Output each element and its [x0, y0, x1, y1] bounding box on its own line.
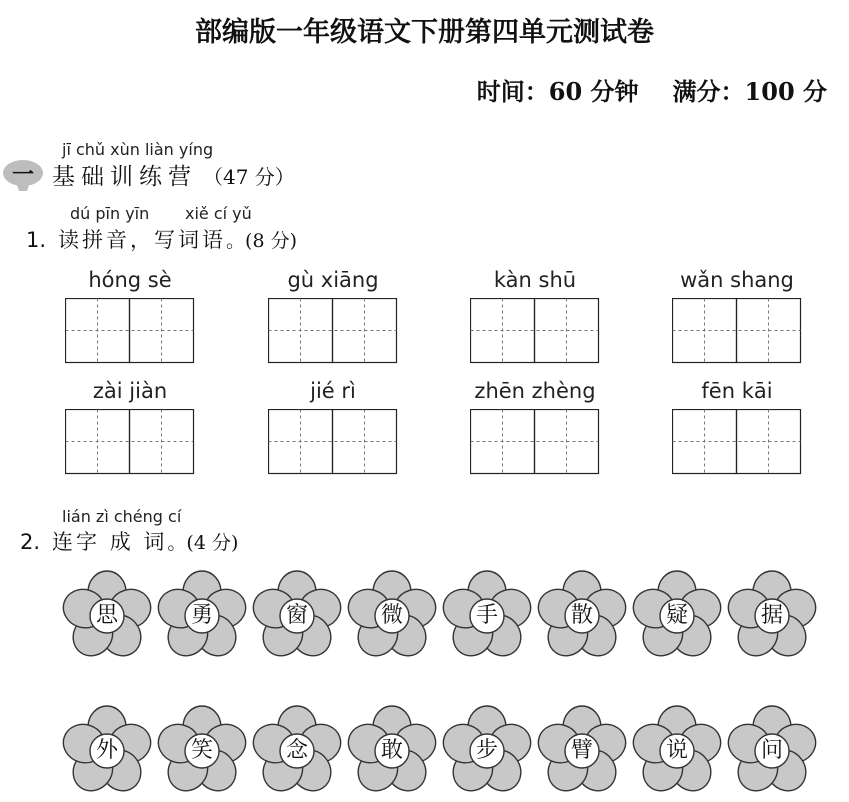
- flower-character: 窗: [285, 603, 308, 628]
- flower-card[interactable]: [537, 570, 627, 662]
- q2-heading: [20, 526, 238, 556]
- flower-card[interactable]: [347, 570, 437, 662]
- flower-character: 散: [570, 603, 593, 628]
- flower-character: 敢: [380, 738, 403, 763]
- page-title: 部编版一年级语文下册第四单元测试卷: [195, 17, 654, 48]
- flower-card[interactable]: [157, 570, 247, 662]
- flower-card[interactable]: [632, 570, 722, 662]
- flower-character: 笑: [190, 738, 213, 763]
- q2-number: 2.: [20, 530, 41, 554]
- flower-character: 手: [475, 603, 498, 628]
- writing-grid[interactable]: [268, 298, 398, 364]
- q2-text: 连字 成 词: [52, 530, 168, 554]
- flower-card[interactable]: [252, 570, 342, 662]
- word-pinyin: hóng sè: [88, 268, 172, 292]
- flower-character: 微: [380, 603, 403, 628]
- flower-card[interactable]: [632, 705, 722, 797]
- q1-pinyin-read: dú pīn yīn: [70, 204, 150, 223]
- flower-character: 外: [95, 738, 118, 763]
- flower-card[interactable]: [727, 705, 817, 797]
- q1-heading: [26, 224, 297, 254]
- section1-pinyin: jī chǔ xùn liàn yíng: [62, 140, 214, 159]
- q1-number: 1.: [26, 228, 47, 252]
- writing-grid[interactable]: [268, 409, 398, 475]
- writing-grid[interactable]: [672, 409, 802, 475]
- word-pinyin: fēn kāi: [701, 379, 773, 403]
- flower-character: 据: [760, 603, 783, 628]
- exam-time: 时间：60 分钟: [476, 77, 639, 106]
- word-pinyin: gù xiāng: [287, 268, 379, 292]
- flower-character: 步: [475, 738, 498, 763]
- flower-character: 疑: [665, 603, 688, 628]
- writing-grid[interactable]: [672, 298, 802, 364]
- section-badge-number: 一: [11, 163, 34, 188]
- flower-card[interactable]: [537, 705, 627, 797]
- flower-character: 说: [665, 738, 688, 763]
- flower-card[interactable]: [347, 705, 437, 797]
- q2-pinyin: lián zì chéng cí: [62, 507, 182, 526]
- flower-card[interactable]: [442, 570, 532, 662]
- flower-card[interactable]: [442, 705, 532, 797]
- exam-meta: [477, 72, 827, 107]
- q2-score: 。(4 分): [167, 532, 239, 554]
- word-pinyin: kàn shū: [493, 268, 577, 292]
- q1-text: 读拼音，写词语: [58, 228, 227, 252]
- flower-card[interactable]: [157, 705, 247, 797]
- flower-character: 问: [760, 738, 783, 763]
- word-pinyin: jié rì: [310, 379, 356, 403]
- word-pinyin: zhēn zhèng: [474, 379, 596, 403]
- q1-pinyin-write: xiě cí yǔ: [185, 204, 252, 223]
- flower-character: 念: [285, 738, 308, 763]
- flower-card[interactable]: [62, 570, 152, 662]
- writing-grid[interactable]: [65, 409, 195, 475]
- flower-character: 勇: [190, 603, 213, 628]
- flower-character: 臂: [570, 738, 593, 763]
- flower-character: 思: [95, 603, 118, 628]
- word-pinyin: wǎn shang: [680, 268, 794, 292]
- section1-score: （47 分）: [203, 165, 295, 189]
- writing-grid[interactable]: [470, 409, 600, 475]
- flower-card[interactable]: [727, 570, 817, 662]
- section1-heading: [52, 158, 295, 191]
- q1-score: 。(8 分): [226, 230, 298, 252]
- flower-card[interactable]: [62, 705, 152, 797]
- writing-grid[interactable]: [65, 298, 195, 364]
- section1-title: 基础训练营: [52, 164, 197, 190]
- exam-full-score: 满分：100 分: [672, 77, 827, 106]
- section-badge-icon: [2, 156, 44, 192]
- writing-grid[interactable]: [470, 298, 600, 364]
- word-pinyin: zài jiàn: [92, 379, 168, 403]
- flower-card[interactable]: [252, 705, 342, 797]
